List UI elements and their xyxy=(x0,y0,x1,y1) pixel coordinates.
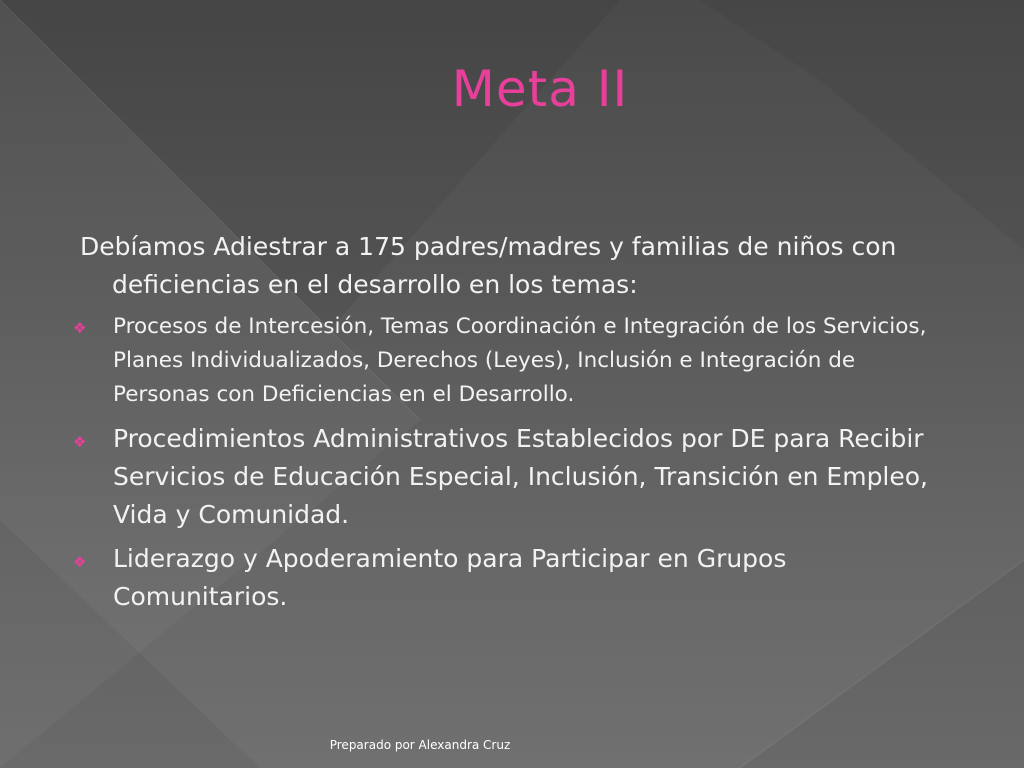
intro-paragraph: Debíamos Adiestrar a 175 padres/madres y familias de niños con deficiencias en el desarrollo en los temas: xyxy=(80,232,897,299)
bullet-text: Procesos de Intercesión, Temas Coordinación e Integración de los Servicios, Planes Individualizados, Derechos (Leyes), Inclusión e Integración de Personas con Deficiencias en el Desarrollo. xyxy=(113,314,927,407)
four-petal-diamond-bullet-icon: ❖ xyxy=(73,553,87,571)
slide-title: Meta II xyxy=(451,60,629,118)
bullet-item xyxy=(73,420,958,534)
bullet-list xyxy=(73,310,958,616)
bullet-item xyxy=(73,310,958,412)
bullet-text: Liderazgo y Apoderamiento para Participar en Grupos Comunitarios. xyxy=(113,544,787,611)
bullet-text: Procedimientos Administrativos Establecidos por DE para Recibir Servicios de Educación Especial, Inclusión, Transición en Empleo, Vida y Comunidad. xyxy=(113,424,929,529)
four-petal-diamond-bullet-icon: ❖ xyxy=(73,433,87,451)
four-petal-diamond-bullet-icon: ❖ xyxy=(73,319,87,337)
slide-body xyxy=(73,228,958,622)
bullet-item xyxy=(73,540,958,616)
footer-credit: Preparado por Alexandra Cruz xyxy=(329,738,511,752)
